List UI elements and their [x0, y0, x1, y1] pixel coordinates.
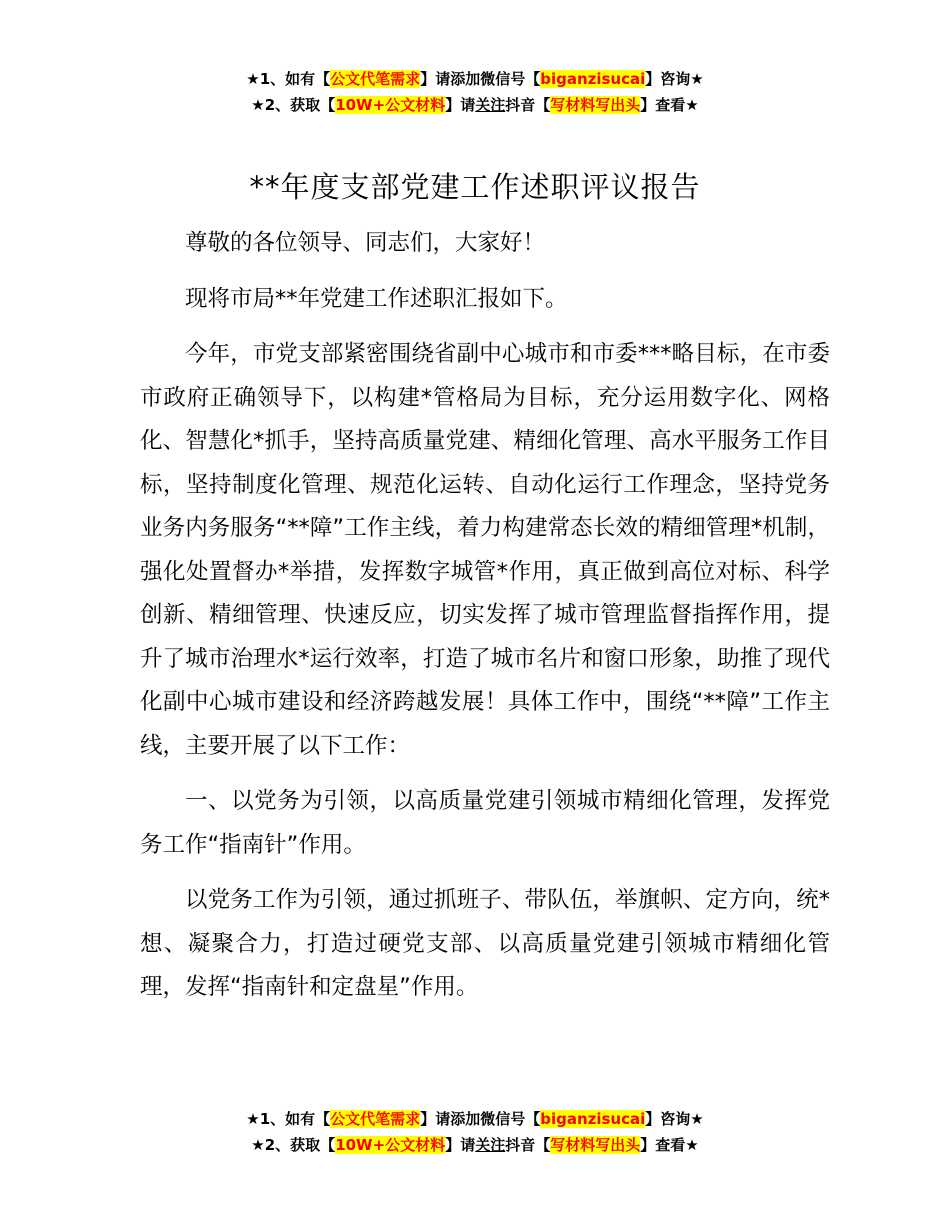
banner-highlight-service: 公文代笔需求 [330, 70, 421, 88]
banner-text: 抖音【 [505, 1136, 551, 1154]
paragraph-greeting: 尊敬的各位领导、同志们，大家好！ [185, 230, 546, 256]
banner-highlight-douyin: 写材料写出头 [550, 96, 641, 114]
banner-text: ★2、获取【 [251, 1136, 336, 1154]
document-title: **年度支部党建工作述职评议报告 [249, 170, 701, 204]
banner-underlined-follow: 关注 [475, 1136, 506, 1154]
banner-line-2 [0, 92, 950, 118]
banner-line-2 [0, 1132, 950, 1158]
banner-line-1 [0, 1106, 950, 1132]
banner-text: 】请添加微信号【 [420, 70, 541, 88]
paragraph-intro: 现将市局**年党建工作述职汇报如下。 [185, 285, 568, 312]
banner-text: ★1、如有【 [246, 1110, 331, 1128]
paragraph-summary: 今年，市党支部紧密围绕省副中心城市和市委***略目标，在市委市政府正确领导下，以构建*管格局为目标，充分运用数字化、网格化、智慧化*抓手，坚持高质量党建、精细化管理、高水平服务工作目标，坚持制度化管理、规范化运转、自动化运行工作理念，坚持党务业务内务服务“**障”工作主线，着力构建常态长效的精细管理*机制，强化处置督办*举措，发挥数字城管*作用，真正做到高位对标、科学创新、精细管理、快速反应，切实发挥了城市管理监督指挥作用，提升了城市治理水*运行效率，打造了城市名片和窗口形象，助推了现代化副中心城市建设和经济跨越发展！具体工作中，围绕“**障”工作主线，主要开展了以下工作： [140, 341, 830, 759]
paragraph-section-body: 以党务工作为引领，通过抓班子、带队伍，举旗帜、定方向，统*想、凝聚合力，打造过硬党支部、以高质量党建引领城市精细化管理，发挥“指南针和定盘星”作用。 [140, 887, 830, 1000]
banner-highlight-service: 公文代笔需求 [330, 1110, 421, 1128]
banner-line-1 [0, 66, 950, 92]
banner-highlight-materials: 10W+公文材料 [335, 1136, 446, 1154]
banner-text: 】请 [445, 1136, 476, 1154]
banner-highlight-wechat: biganzisucai [540, 70, 646, 88]
banner-text: 】查看★ [640, 1136, 699, 1154]
banner-text: ★2、获取【 [251, 96, 336, 114]
banner-highlight-materials: 10W+公文材料 [335, 96, 446, 114]
banner-text: 抖音【 [505, 96, 551, 114]
banner-text: 】查看★ [640, 96, 699, 114]
banner-highlight-douyin: 写材料写出头 [550, 1136, 641, 1154]
banner-text: 】请 [445, 96, 476, 114]
top-banner [0, 66, 950, 118]
banner-text: 】请添加微信号【 [420, 1110, 541, 1128]
banner-underlined-follow: 关注 [475, 96, 506, 114]
banner-text: ★1、如有【 [246, 70, 331, 88]
document-body [140, 222, 830, 1022]
bottom-banner [0, 1106, 950, 1158]
paragraph-section-heading: 一、以党务为引领，以高质量党建引领城市精细化管理，发挥党务工作“指南针”作用。 [140, 788, 830, 858]
banner-text: 】咨询★ [645, 1110, 704, 1128]
banner-text: 】咨询★ [645, 70, 704, 88]
banner-highlight-wechat: biganzisucai [540, 1110, 646, 1128]
